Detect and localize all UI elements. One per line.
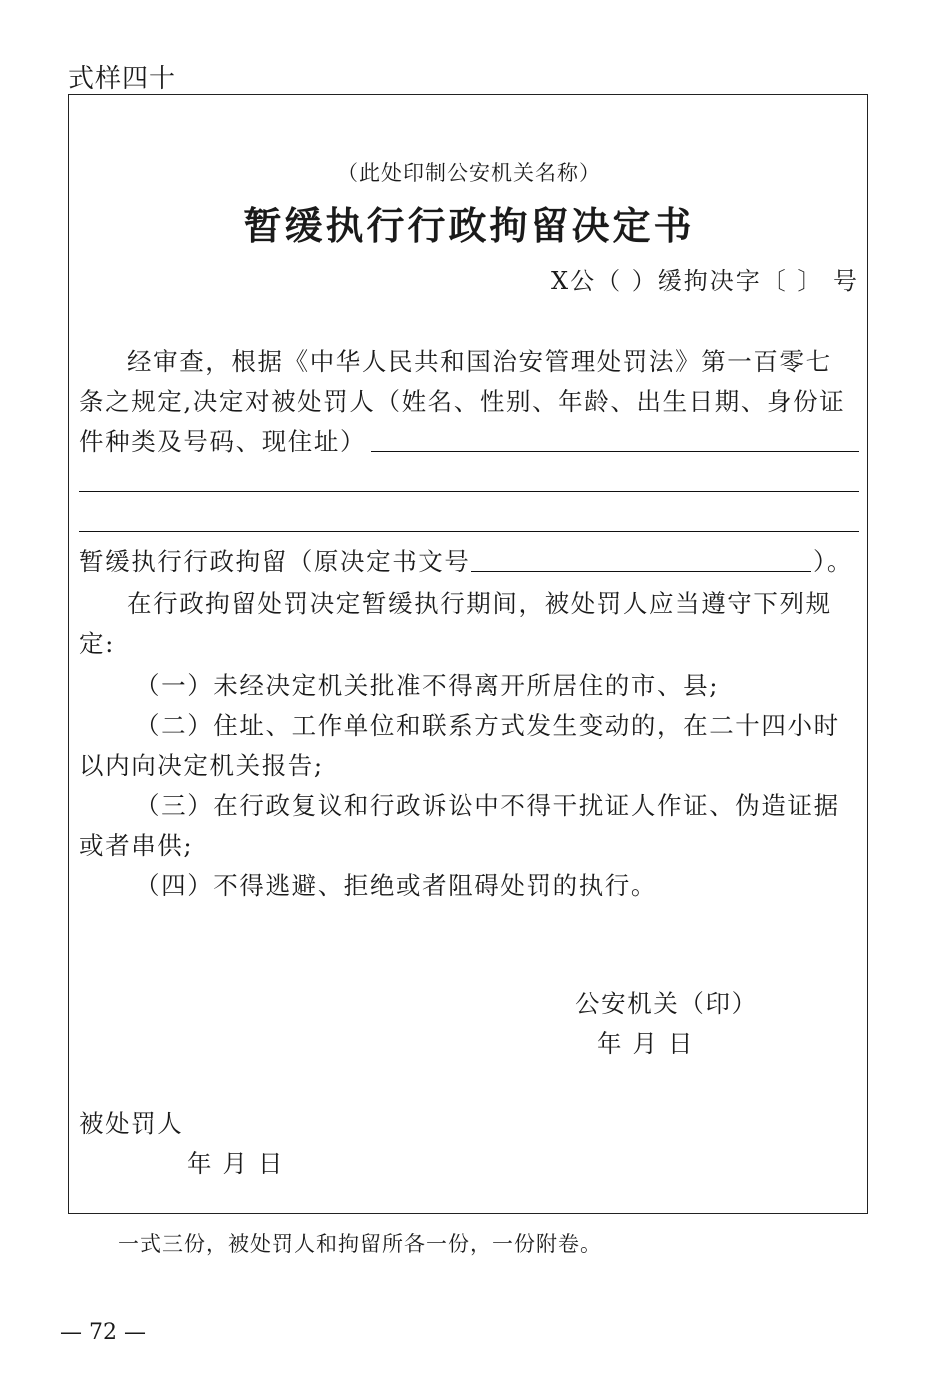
rule-3-line-2: 或者串供; [79,831,194,860]
penalized-person-label: 被处罚人 [79,1109,184,1138]
seal-label: 公安机关（印） [575,989,758,1018]
document-title: 暂缓执行行政拘留决定书 [243,203,695,248]
paragraph-1-line-1: 经审查，根据《中华人民共和国治安管理处罚法》第一百零七 [127,347,832,376]
page-number: — 72 — [60,1320,146,1345]
rule-2-line-1: （二）住址、工作单位和联系方式发生变动的，在二十四小时 [135,711,840,740]
info-fill-line-2[interactable] [79,491,859,492]
seal-date: 年 月 日 [597,1029,695,1058]
paragraph-1-end-prefix: 暂缓执行行政拘留（原决定书文号 [79,547,471,576]
copies-note: 一式三份，被处罚人和拘留所各一份，一份附卷。 [118,1232,602,1256]
paragraph-1-line-2: 条之规定,决定对被处罚人（姓名、性别、年龄、出生日期、身份证 [79,387,846,416]
document-frame [68,94,868,1214]
rule-1: （一）未经决定机关批准不得离开所居住的市、县; [135,671,720,700]
info-fill-line-1[interactable] [371,451,859,452]
original-doc-number-fill-line[interactable] [471,571,811,572]
document-number: X公（ ）缓拘决字〔 〕 号 [551,267,859,295]
agency-name-placeholder: （此处印制公安机关名称） [337,161,601,185]
info-fill-line-3[interactable] [79,531,859,532]
paragraph-1-line-3: 件种类及号码、现住址） [79,427,367,456]
paragraph-2-line-2: 定: [79,629,115,658]
penalized-person-date: 年 月 日 [187,1149,285,1178]
rule-3-line-1: （三）在行政复议和行政诉讼中不得干扰证人作证、伪造证据 [135,791,840,820]
form-label: 式样四十 [68,64,177,94]
rule-2-line-2: 以内向决定机关报告; [79,751,324,780]
paragraph-1-end-suffix: ）。 [813,547,853,576]
paragraph-2-line-1: 在行政拘留处罚决定暂缓执行期间，被处罚人应当遵守下列规 [127,589,832,618]
rule-4: （四）不得逃避、拒绝或者阻碍处罚的执行。 [135,871,657,900]
